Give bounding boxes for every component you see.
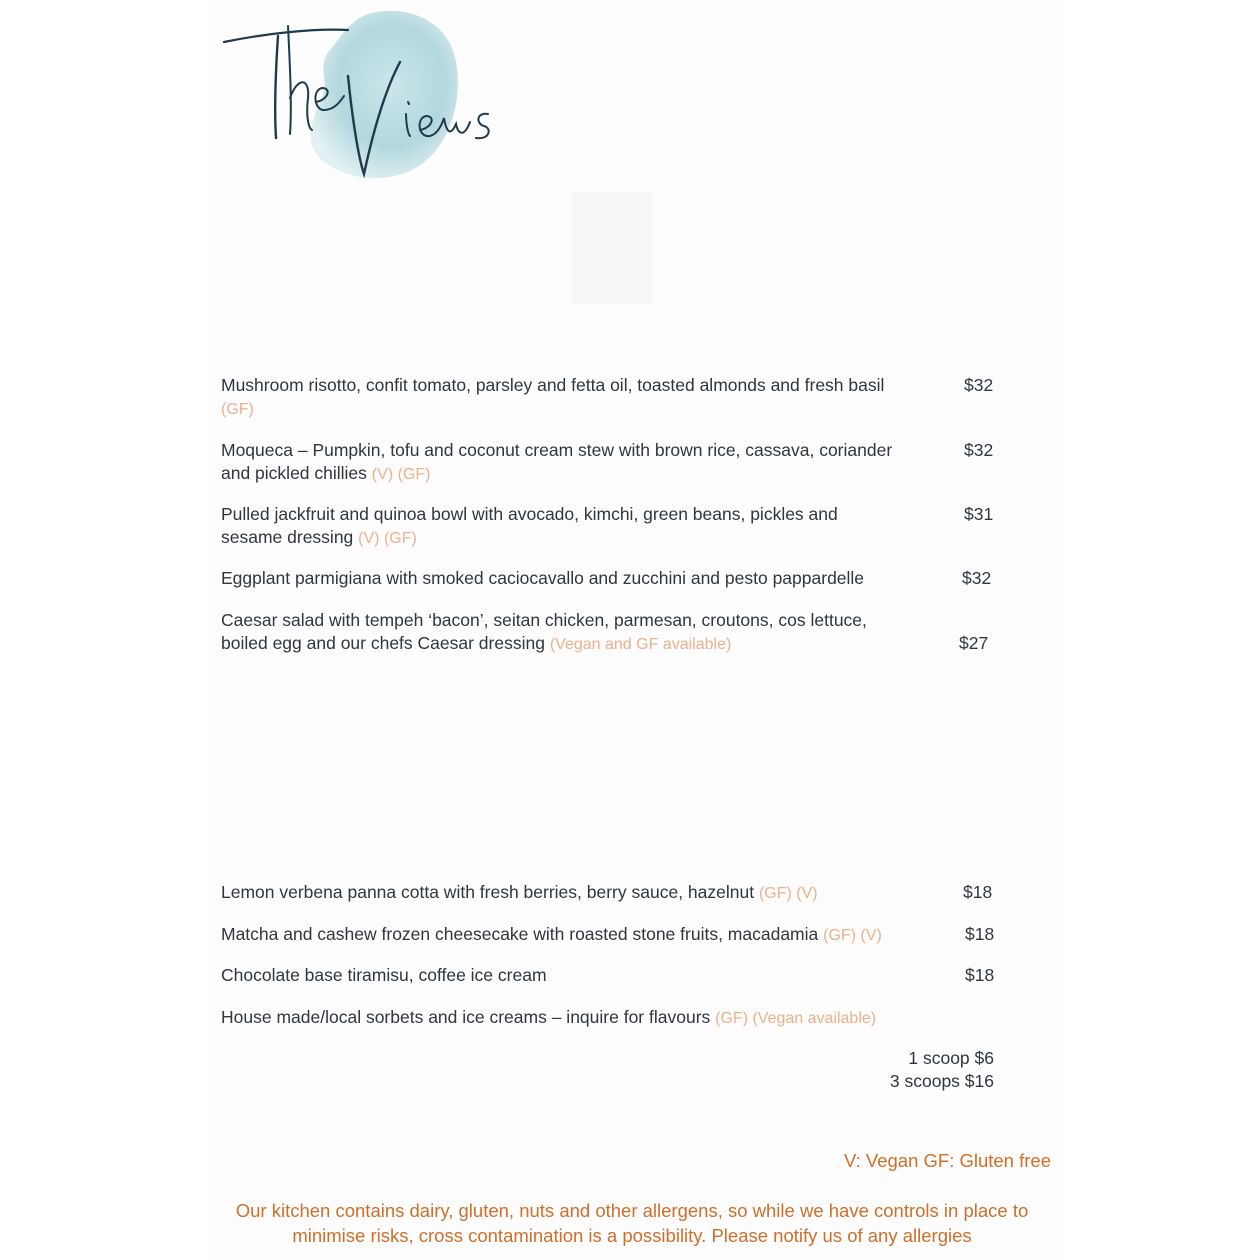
item-price: $32 xyxy=(964,440,994,460)
menu-item xyxy=(221,609,1001,656)
item-description: Moqueca – Pumpkin, tofu and coconut cream stew with brown rice, cassava, coriander and pickled chillies xyxy=(221,440,893,483)
dietary-tag: (V) (GF) xyxy=(358,530,417,547)
item-price: $31 xyxy=(964,504,994,524)
scoop-prices xyxy=(890,1047,994,1093)
item-description: Caesar salad with tempeh ‘bacon’, seitan chicken, parmesan, croutons, cos lettuce, boiled egg and our chefs Caesar dressing xyxy=(221,610,867,653)
logo-text: The Views xyxy=(218,6,223,7)
the-views-logo xyxy=(218,6,508,182)
dietary-tag: (GF) (V) xyxy=(823,927,882,944)
dessert-item xyxy=(221,964,1001,988)
dessert-item xyxy=(221,881,1001,905)
dietary-tag: (GF) (V) xyxy=(758,885,818,902)
dessert-item xyxy=(221,1006,1001,1030)
item-price: $18 xyxy=(965,965,995,985)
item-price: $18 xyxy=(965,924,995,944)
menu-item xyxy=(221,567,1001,591)
item-price: $18 xyxy=(963,882,993,902)
item-price: $32 xyxy=(964,375,994,395)
menu-item xyxy=(221,439,1001,486)
item-description: Eggplant parmigiana with smoked caciocavallo and zucchini and pesto pappardelle xyxy=(221,568,865,588)
item-price: $27 xyxy=(959,633,989,653)
menu-item xyxy=(221,374,1001,421)
item-price: $32 xyxy=(962,568,992,588)
faded-block xyxy=(572,192,652,304)
dietary-legend: V: Vegan GF: Gluten free xyxy=(843,1150,1051,1171)
item-description: Chocolate base tiramisu, coffee ice cream xyxy=(221,965,547,985)
dietary-tag: (Vegan and GF available) xyxy=(549,636,732,653)
item-description: House made/local sorbets and ice creams – inquire for flavours xyxy=(221,1007,711,1027)
dietary-tag: (GF) xyxy=(221,401,254,418)
dessert-item xyxy=(221,923,1001,947)
item-description: Lemon verbena panna cotta with fresh berries, berry sauce, hazelnut xyxy=(221,882,755,902)
menu-item xyxy=(221,503,1001,550)
item-description: Pulled jackfruit and quinoa bowl with avocado, kimchi, green beans, pickles and sesame dressing xyxy=(221,504,838,547)
item-description: Matcha and cashew frozen cheesecake with roasted stone fruits, macadamia xyxy=(221,924,819,944)
dietary-tag: (GF) (Vegan available) xyxy=(715,1010,877,1027)
scoop-price-single: 1 scoop $6 xyxy=(908,1048,994,1068)
dietary-tag: (V) (GF) xyxy=(371,466,431,483)
item-description: Mushroom risotto, confit tomato, parsley and fetta oil, toasted almonds and fresh basil xyxy=(221,375,885,395)
scoop-price-triple: 3 scoops $16 xyxy=(889,1071,994,1091)
allergen-notice: Our kitchen contains dairy, gluten, nuts and other allergens, so while we have controls in place to minimise risks, cross contamination is a possibility. Please notify us of any allergies xyxy=(235,1200,1029,1246)
